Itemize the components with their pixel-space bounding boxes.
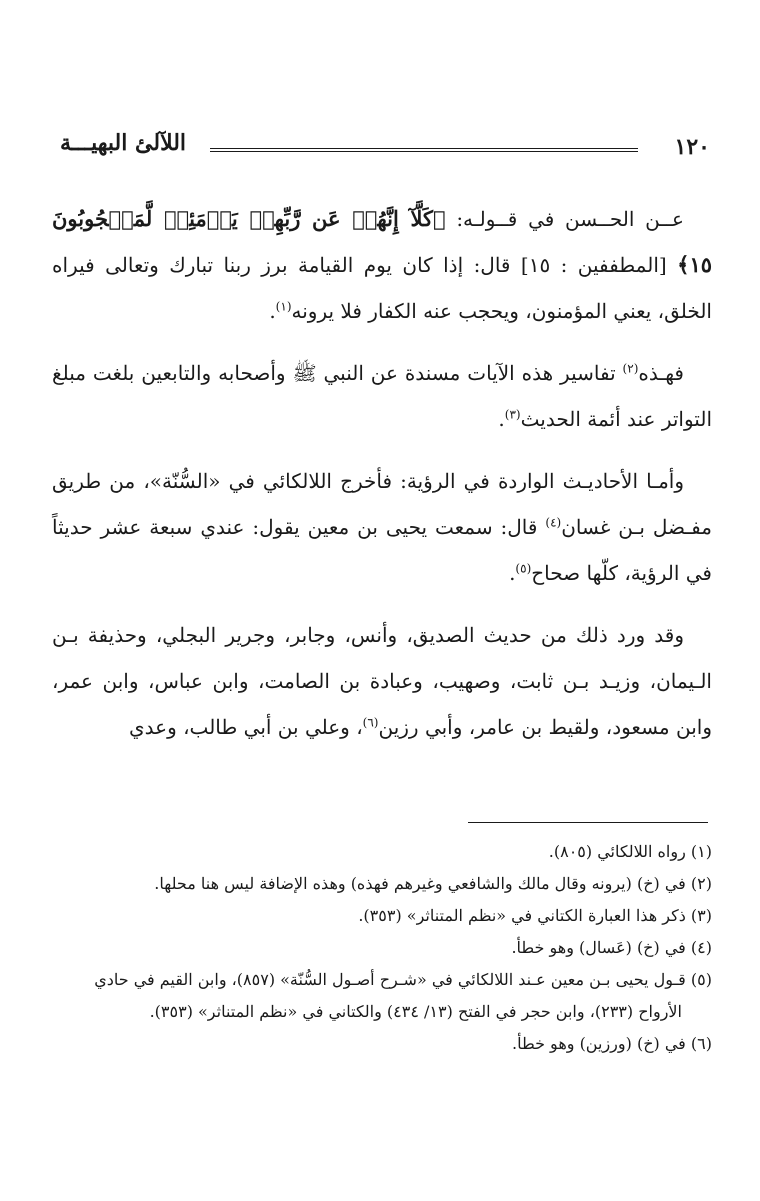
footnote-1: (١) رواه اللالكائي (٨٠٥).: [548, 842, 712, 861]
footnote-5: (٥) قـول يحيى بـن معين عـند اللالكائي في «شـرح أصـول السُّنّة» (٨٥٧)، وابن القيم في حادي: [94, 970, 712, 989]
paragraph-2: [52, 350, 712, 442]
footnote-5-continued: الأرواح (٢٣٣)، وابن حجر في الفتح (١٣/ ٤٣٤) والكتاني في «نظم المتناثر» (٣٥٣).: [149, 1002, 682, 1021]
paragraph-4: [52, 612, 712, 750]
p4-start: وقد ورد ذلك من حديث الصديق، وأنس، وجابر، وجرير البجلي، وحذيفة بـن الـيمان، وزيـد بـن ثابت، وصهيب، وعبادة بن الصامت، وابن عباس، وابن عمر، وابن مسعود، ولقيط بن عامر، وأبي رزين: [52, 623, 712, 739]
page-header: [60, 128, 710, 168]
quran-verse: ﴿كَلَّآ إِنَّهُمۡ عَن رَّبِّهِمۡ يَوۡمَئِذٖ لَّمَحۡجُوبُونَ ١٥﴾: [52, 206, 712, 277]
p1-intro: عــن الحــسن في قــولـه:: [445, 207, 684, 231]
paragraph-3: [52, 458, 712, 596]
book-title: اللآلئ البهيـــة: [60, 130, 187, 156]
footnote-4: (٤) في (خ) (عَسال) وهو خطأ.: [511, 938, 712, 957]
p3-end: .: [509, 561, 516, 585]
p3-start: وأمـا الأحاديـث الواردة في الرؤية: فأخرج اللالكائي في «السُّنّة»، من طريق مفـضل بـن غسان: [52, 469, 712, 539]
footnote-6: (٦) في (خ) (ورزين) وهو خطأ.: [511, 1034, 712, 1053]
footnote-2: (٢) في (خ) (يرونه وقال مالك والشافعي وغيرهم فهذه) وهذه الإضافة ليس هنا محلها.: [154, 874, 712, 893]
footnotes: [52, 836, 712, 1060]
footnote-3: (٣) ذكر هذا العبارة الكتاني في «نظم المتناثر» (٣٥٣).: [358, 906, 712, 925]
p1-end: .: [269, 299, 276, 323]
footnote-ref-3: (٣): [504, 407, 521, 422]
footnote-ref-6: (٦): [362, 715, 379, 730]
header-rule: [210, 148, 638, 152]
p3-rest: قال: سمعت يحيى بن معين يقول: عندي سبعة عشر حديثاً في الرؤية، كلّها صحاح: [52, 515, 712, 585]
footnote-ref-5: (٥): [515, 561, 532, 576]
p1-rest: [المطففين : ١٥] قال: إذا كان يوم القيامة برز ربنا تبارك وتعالى فيراه الخلق، يعني المؤمنون، ويحجب عنه الكفار فلا يرونه: [52, 253, 712, 323]
paragraph-1: [52, 196, 712, 334]
p2-rest: تفاسير هذه الآيات مسندة عن النبي ﷺ وأصحابه والتابعين بلغت مبلغ التواتر عند أئمة الحديث: [52, 361, 712, 431]
p2-start: فهـذه: [638, 361, 684, 385]
footnote-separator: [468, 822, 708, 823]
footnote-ref-1: (١): [275, 299, 292, 314]
page-number: ١٢٠: [674, 134, 710, 160]
p4-rest: ، وعلي بن أبي طالب، وعدي: [129, 715, 363, 739]
footnote-ref-4: (٤): [545, 515, 562, 530]
footnote-ref-2: (٢): [622, 361, 639, 376]
p2-end: .: [498, 407, 505, 431]
main-text: [52, 196, 712, 766]
